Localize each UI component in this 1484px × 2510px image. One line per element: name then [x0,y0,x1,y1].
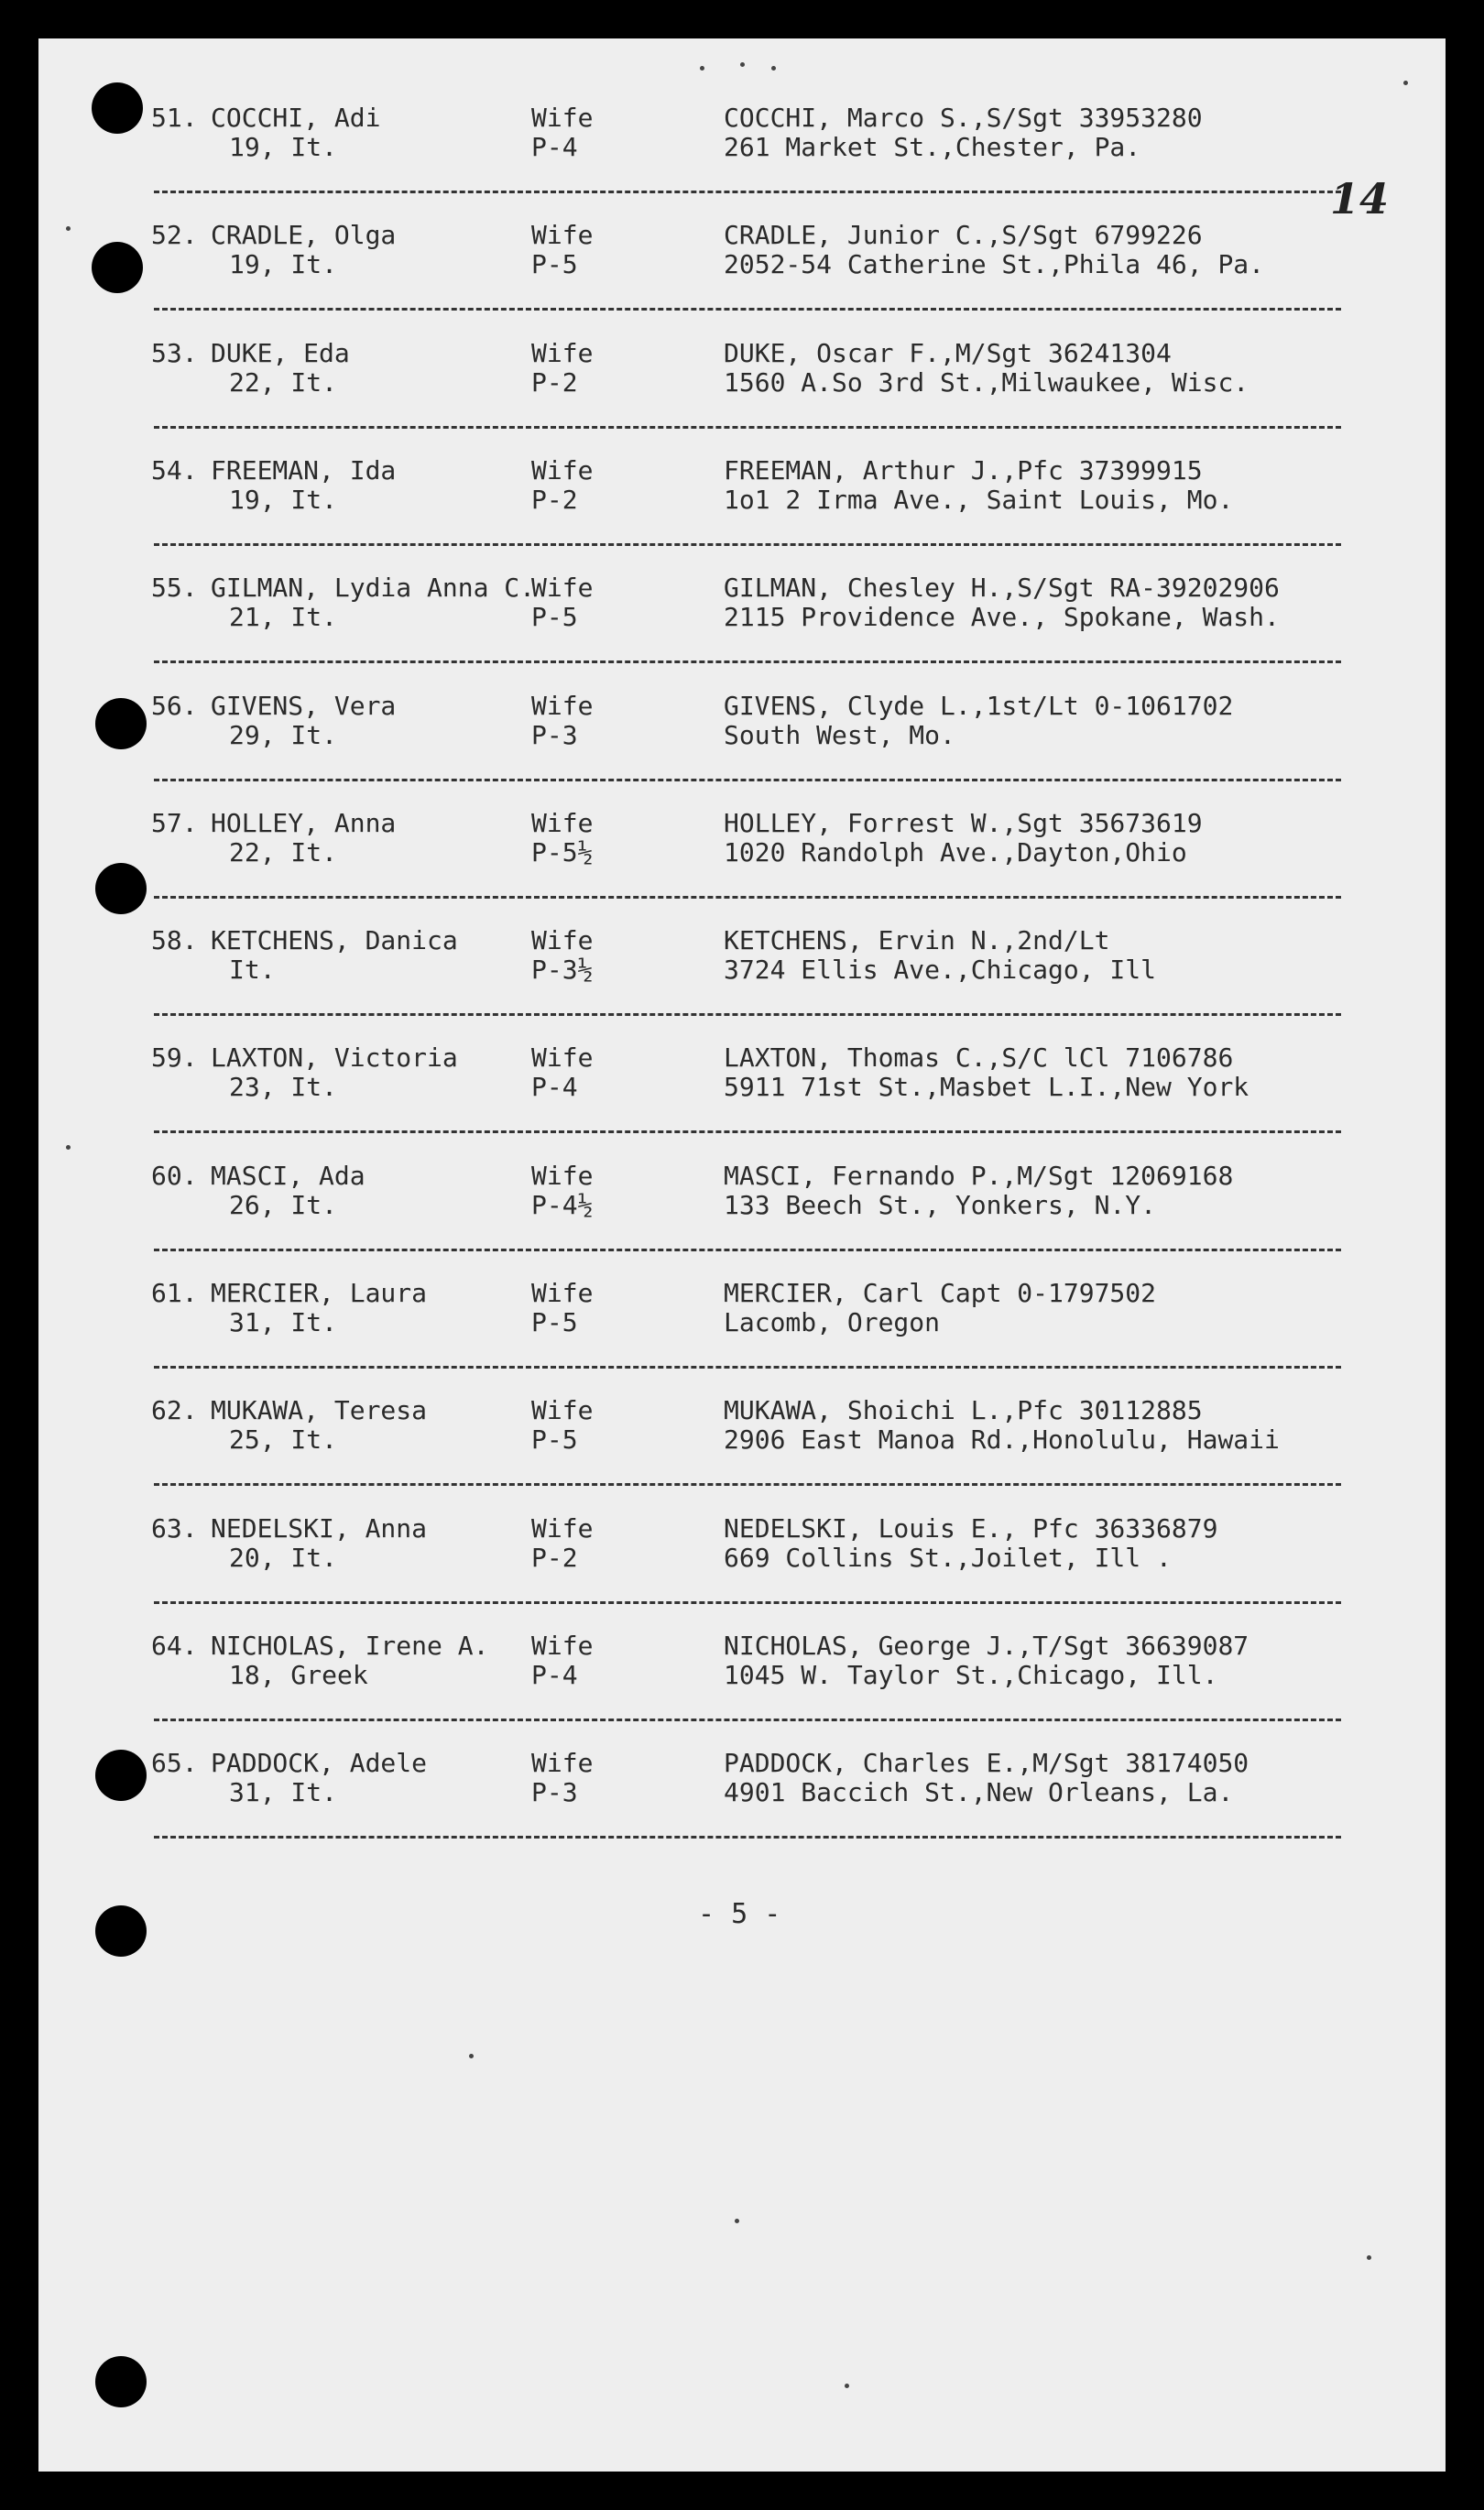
spouse-info: GILMAN, Chesley H.,S/Sgt RA-39202906 [724,573,1280,604]
priority-class: P-2 [531,1542,578,1573]
priority-class: P-2 [531,484,578,515]
spouse-info: CRADLE, Junior C.,S/Sgt 6799226 [724,220,1203,251]
address: 261 Market St.,Chester, Pa. [724,132,1141,162]
relation: Wife [531,337,594,368]
row-separator [154,896,1341,899]
wife-name: NEDELSKI, Anna [211,1512,428,1544]
entry-number: 62. [151,1395,198,1426]
entry-row [38,103,1446,220]
relation: Wife [531,1042,594,1074]
entry-number: 64. [151,1630,198,1661]
address: South West, Mo. [724,719,955,750]
row-separator [154,1483,1341,1486]
wife-name: NICHOLAS, Irene A. [211,1630,489,1661]
row-separator [154,1719,1341,1721]
speck [845,2384,849,2388]
priority-class: P-3½ [531,955,594,986]
relation: Wife [531,1395,594,1426]
entry-number: 60. [151,1160,198,1191]
row-separator [154,1013,1341,1016]
spouse-info: GIVENS, Clyde L.,1st/Lt 0-1061702 [724,690,1234,721]
spouse-info: HOLLEY, Forrest W.,Sgt 35673619 [724,807,1203,838]
address: 2052-54 Catherine St.,Phila 46, Pa. [724,249,1265,280]
entry-row [38,808,1446,925]
corner-mark: 14 [1330,174,1390,224]
speck [66,1145,71,1150]
row-separator [154,1249,1341,1251]
relation: Wife [531,573,594,604]
priority-class: P-5 [531,1307,578,1337]
entry-row [38,1513,1446,1631]
spouse-info: MASCI, Fernando P.,M/Sgt 12069168 [724,1160,1234,1191]
wife-name: PADDOCK, Adele [211,1748,428,1779]
address: 1560 A.So 3rd St.,Milwaukee, Wisc. [724,366,1249,398]
priority-class: P-5 [531,1424,578,1456]
entry-number: 56. [151,690,198,721]
address: Lacomb, Oregon [724,1307,941,1337]
age-nationality: 18, Greek [229,1659,368,1690]
age-nationality: 25, It. [229,1424,338,1456]
relation: Wife [531,807,594,838]
entry-number: 59. [151,1042,198,1074]
priority-class: P-4 [531,1659,578,1690]
spouse-info: NICHOLAS, George J.,T/Sgt 36639087 [724,1630,1249,1661]
wife-name: KETCHENS, Danica [211,925,458,956]
priority-class: P-4 [531,132,578,162]
entry-row [38,455,1446,573]
entry-number: 58. [151,925,198,956]
row-separator [154,426,1341,429]
row-separator [154,660,1341,663]
priority-class: P-4 [531,1072,578,1103]
age-nationality: 19, It. [229,249,338,280]
spouse-info: DUKE, Oscar F.,M/Sgt 36241304 [724,337,1172,368]
wife-name: GIVENS, Vera [211,690,397,721]
address: 133 Beech St., Yonkers, N.Y. [724,1189,1157,1220]
row-separator [154,308,1341,311]
address: 2115 Providence Ave., Spokane, Wash. [724,602,1280,633]
age-nationality: 19, It. [229,484,338,515]
entry-number: 57. [151,807,198,838]
entry-number: 63. [151,1512,198,1544]
address: 3724 Ellis Ave.,Chicago, Ill [724,955,1157,986]
wife-name: MERCIER, Laura [211,1278,428,1308]
relation: Wife [531,1512,594,1544]
punch-hole-6 [95,1905,147,1957]
entry-row [38,1161,1446,1278]
address: 4901 Baccich St.,New Orleans, La. [724,1777,1234,1808]
row-separator [154,1836,1341,1839]
spouse-info: MERCIER, Carl Capt 0-1797502 [724,1278,1157,1308]
spouse-info: PADDOCK, Charles E.,M/Sgt 38174050 [724,1748,1249,1779]
age-nationality: 21, It. [229,602,338,633]
entry-row [38,1278,1446,1395]
speck [469,2054,474,2058]
page-number: - 5 - [698,1898,781,1930]
entry-row [38,573,1446,690]
relation: Wife [531,1630,594,1661]
entry-row [38,1395,1446,1512]
speck [1403,81,1408,85]
spouse-info: COCCHI, Marco S.,S/Sgt 33953280 [724,103,1203,133]
row-separator [154,1130,1341,1133]
entry-row [38,1042,1446,1160]
relation: Wife [531,925,594,956]
age-nationality: 31, It. [229,1777,338,1808]
spouse-info: FREEMAN, Arthur J.,Pfc 37399915 [724,454,1203,486]
wife-name: COCCHI, Adi [211,103,381,133]
relation: Wife [531,1748,594,1779]
spouse-info: MUKAWA, Shoichi L.,Pfc 30112885 [724,1395,1203,1426]
wife-name: FREEMAN, Ida [211,454,397,486]
age-nationality: 22, It. [229,366,338,398]
age-nationality: 19, It. [229,132,338,162]
age-nationality: 29, It. [229,719,338,750]
address: 1o1 2 Irma Ave., Saint Louis, Mo. [724,484,1234,515]
row-separator [154,1366,1341,1369]
spouse-info: KETCHENS, Ervin N.,2nd/Lt [724,925,1110,956]
speck [66,226,71,231]
relation: Wife [531,1278,594,1308]
address: 669 Collins St.,Joilet, Ill . [724,1542,1172,1573]
address: 1045 W. Taylor St.,Chicago, Ill. [724,1659,1218,1690]
age-nationality: 31, It. [229,1307,338,1337]
priority-class: P-3 [531,1777,578,1808]
speck [735,2219,739,2223]
relation: Wife [531,454,594,486]
row-separator [154,191,1341,193]
relation: Wife [531,1160,594,1191]
entry-number: 61. [151,1278,198,1308]
speck [771,66,776,71]
row-separator [154,543,1341,546]
priority-class: P-5 [531,602,578,633]
age-nationality: 20, It. [229,1542,338,1573]
row-separator [154,779,1341,781]
entry-number: 52. [151,220,198,251]
speck [1367,2255,1371,2260]
spouse-info: LAXTON, Thomas C.,S/C lCl 7106786 [724,1042,1234,1074]
entry-number: 65. [151,1748,198,1779]
wife-name: CRADLE, Olga [211,220,397,251]
speck [700,66,704,71]
wife-name: DUKE, Eda [211,337,350,368]
relation: Wife [531,103,594,133]
entry-row [38,1748,1446,1865]
wife-name: MASCI, Ada [211,1160,366,1191]
entry-row [38,338,1446,455]
priority-class: P-2 [531,366,578,398]
entry-row [38,691,1446,808]
age-nationality: It. [229,955,276,986]
spouse-info: NEDELSKI, Louis E., Pfc 36336879 [724,1512,1218,1544]
address: 1020 Randolph Ave.,Dayton,Ohio [724,836,1187,868]
entry-row [38,220,1446,337]
speck [740,62,745,67]
entry-number: 55. [151,573,198,604]
entry-row [38,1631,1446,1748]
age-nationality: 26, It. [229,1189,338,1220]
priority-class: P-3 [531,719,578,750]
priority-class: P-5½ [531,836,594,868]
address: 5911 71st St.,Masbet L.I.,New York [724,1072,1249,1103]
wife-name: MUKAWA, Teresa [211,1395,428,1426]
relation: Wife [531,220,594,251]
relation: Wife [531,690,594,721]
punch-hole-7 [95,2356,147,2407]
address: 2906 East Manoa Rd.,Honolulu, Hawaii [724,1424,1280,1456]
wife-name: GILMAN, Lydia Anna C. [211,573,536,604]
wife-name: LAXTON, Victoria [211,1042,458,1074]
entry-number: 51. [151,103,198,133]
priority-class: P-5 [531,249,578,280]
age-nationality: 23, It. [229,1072,338,1103]
row-separator [154,1601,1341,1604]
document-page [38,38,1446,2472]
wife-name: HOLLEY, Anna [211,807,397,838]
entry-number: 53. [151,337,198,368]
priority-class: P-4½ [531,1189,594,1220]
entry-row [38,925,1446,1042]
age-nationality: 22, It. [229,836,338,868]
entry-number: 54. [151,454,198,486]
